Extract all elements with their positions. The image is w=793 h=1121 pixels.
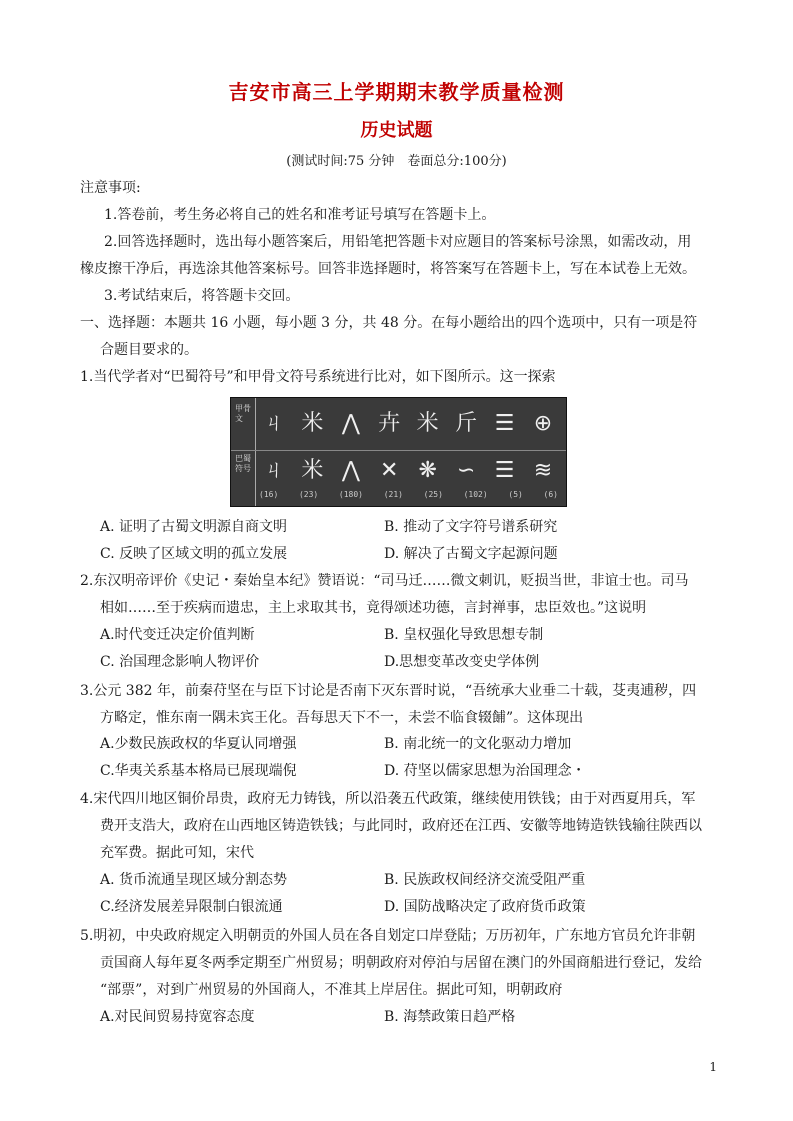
question-3-stem: 3.公元 382 年，前秦苻坚在与臣下讨论是否南下灭东晋时说，“吾统承大业垂二十载，芟夷逋秽，四 [80,683,697,699]
glyph: ✕ [380,458,399,483]
glyph: 米 [416,411,439,436]
question-5-stem: 5.明初，中央政府规定入明朝贡的外国人员在各自划定口岸登陆；万历初年，广东地方官员允许非朝 [80,928,696,944]
question-2-stem-cont: 相如……至于疾病而遗忠，主上求取其书，竟得颂述功德，言封禅事，忠臣效也。”这说明 [100,600,647,616]
note-item-2: 2.回答选择题时，选出每小题答案后，用铅笔把答题卡对应题目的答案标号涂黑，如需改动，用 [104,234,692,250]
notes-heading: 注意事项: [80,180,141,196]
symbol-comparison-figure [230,397,567,507]
glyph: 斤 [455,411,478,436]
figure-number: (6) [543,490,558,499]
glyph: ⋀ [341,458,360,483]
question-4-stem: 4.宋代四川地区铜价昂贵，政府无力铸钱，所以沿袭五代政策，继续使用铁钱；由于对西夏用兵，军 [80,791,696,807]
exam-subject: 历史试题 [360,120,433,141]
bashu-glyph-row [259,450,558,492]
oracle-glyph-row [259,403,558,445]
glyph: 米 [301,458,324,483]
q5-option-a: A.对民间贸易持宽容态度 [100,1009,255,1025]
figure-index-numbers [259,490,558,499]
question-5-stem-cont: 贡国商人每年夏冬两季定期至广州贸易；明朝政府对停泊与居留在澳门的外国商船进行登记，发给 [100,955,702,971]
glyph: ⋀ [341,411,360,436]
glyph: ☰ [494,411,515,436]
figure-number: (16) [259,490,279,499]
question-4-stem-end: 充军费。据此可知，宋代 [100,845,254,861]
figure-number: (21) [383,490,403,499]
question-4-stem-cont: 费开支浩大，政府在山西地区铸造铁钱；与此同时，政府还在江西、安徽等地铸造铁钱输往陕西以 [100,818,702,834]
figure-divider [255,398,256,506]
q3-option-a: A.少数民族政权的华夏认同增强 [100,736,297,752]
glyph: ☰ [494,458,515,483]
figure-number: (23) [298,490,319,499]
question-3-stem-cont: 方略定，惟东南一隅未宾王化。吾每思天下不一，未尝不临食辍餔”。这体现出 [100,710,584,726]
q4-option-d: D. 国防战略决定了政府货币政策 [384,899,586,915]
note-item-1: 1.答卷前，考生务必将自己的姓名和准考证号填写在答题卡上。 [104,207,496,223]
q4-option-c: C.经济发展差异限制白银流通 [100,899,283,915]
page-number: 1 [709,1060,717,1074]
exam-title: 吉安市高三上学期期末教学质量检测 [228,80,565,104]
q2-option-d: D.思想变革改变史学体例 [384,654,540,670]
exam-info: (测试时间:75 分钟 卷面总分:100分) [286,154,507,169]
q1-option-c: C. 反映了区域文明的孤立发展 [100,546,288,562]
glyph: ㄐ [262,411,285,436]
glyph: ∽ [456,458,476,483]
glyph: 米 [301,411,324,436]
figure-label-bashu: 巴蜀符号 [235,454,251,473]
question-2-stem: 2.东汉明帝评价《史记・秦始皇本纪》赞语说：“司马迁……微文刺讥，贬损当世，非谊士也。司马 [80,573,689,589]
figure-number: (25) [423,490,443,499]
q3-option-c: C.华夷关系基本格局已展现端倪 [100,763,297,779]
glyph: ≋ [533,458,553,483]
q5-option-b: B. 海禁政策日趋严格 [384,1009,516,1025]
q3-option-b: B. 南北统一的文化驱动力增加 [384,736,572,752]
question-5-stem-end: “部票”，对到广州贸易的外国商人，不准其上岸居住。据此可知，明朝政府 [100,982,563,998]
q1-option-b: B. 推动了文字符号谱系研究 [384,519,558,535]
q2-option-a: A.时代变迁决定价值判断 [100,627,255,643]
q2-option-c: C. 治国理念影响人物评价 [100,654,260,670]
q1-option-d: D. 解决了古蜀文字起源问题 [384,546,558,562]
q4-option-a: A. 货币流通呈现区域分割态势 [100,872,288,888]
figure-number: (102) [463,490,488,499]
glyph: 卉 [378,411,401,436]
question-1-stem: 1.当代学者对“巴蜀符号”和甲骨文符号系统进行比对，如下图所示。这一探索 [80,369,556,385]
glyph: ❋ [418,458,437,483]
note-item-3: 3.考试结束后，将答题卡交回。 [104,288,300,304]
section-heading-cont: 合题目要求的。 [100,342,198,358]
glyph: ⊕ [533,411,553,436]
q4-option-b: B. 民族政权间经济交流受阻严重 [384,872,586,888]
glyph: ㄐ [262,458,285,483]
note-item-2-cont: 橡皮擦干净后，再选涂其他答案标号。回答非选择题时，将答案写在答题卡上，写在本试卷上无效。 [80,261,696,277]
q2-option-b: B. 皇权强化导致思想专制 [384,627,544,643]
figure-number: (180) [338,490,363,499]
section-heading: 一、选择题：本题共 16 小题，每小题 3 分，共 48 分。在每小题给出的四个选项中，只有一项是符 [80,315,698,331]
q3-option-d: D. 苻坚以儒家思想为治国理念・ [384,763,586,779]
figure-label-oracle: 甲骨文 [235,404,251,423]
q1-option-a: A. 证明了古蜀文明源自商文明 [100,519,288,535]
figure-number: (5) [508,490,523,499]
